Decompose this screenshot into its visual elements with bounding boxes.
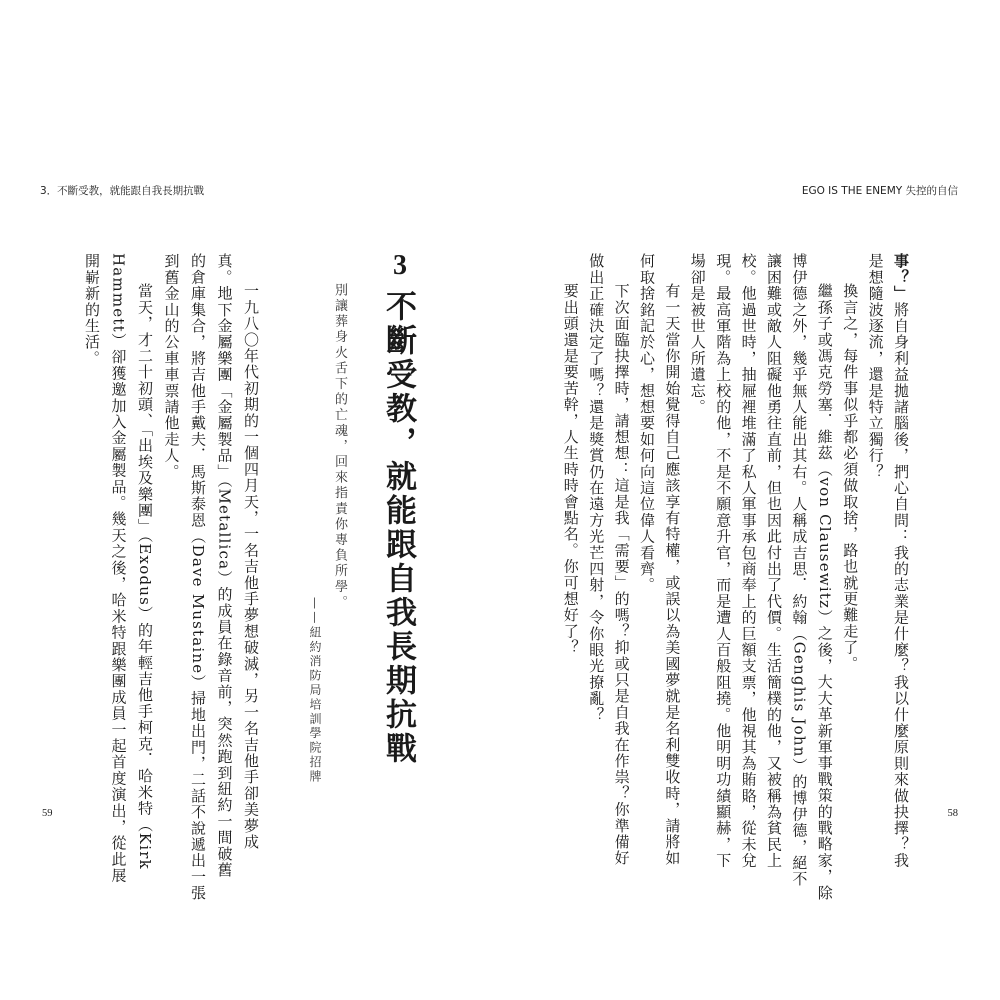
body-line: 校。他過世時，抽屜裡堆滿了私人軍事承包商奉上的巨額支票，他視其為賄賂，從未兌 [739,253,758,869]
body-line [893,253,908,869]
body-line: 讓困難或敵人阻礙他勇往直前，但也因此付出了代價。生活簡樸的他，又被稱為貧民上 [765,253,783,869]
chapter-epigraph: 別讓葬身火舌下的亡魂，回來指責你專負所學。 [332,283,347,611]
right-running-head: EGO IS THE ENEMY 失控的自信 [801,185,958,197]
body-line: 開嶄新的生活。 [83,253,101,367]
body-line: 場卻是被世人所遺忘。 [688,253,707,415]
left-running-head: 3．不斷受教，就能跟自我長期抗戰 [40,185,205,197]
body-line: 換言之，每件事似乎都必須做取捨，路也就更難走了。 [841,283,860,672]
body-line-text: 將自身利益拋諸腦後，捫心自問：我的志業是什麼？我以什麼原則來做抉擇？我 [892,301,910,869]
body-line: 當天，才二十初頭、「出埃及樂團」（Exodus）的年輕吉他手柯克．哈米特（Kirk [136,283,154,870]
body-line: 做出正確決定了嗎？還是獎賞仍在遠方光芒四射，令你眼光撩亂？ [587,253,606,723]
body-line: 到舊金山的公車車票請他走人。 [162,253,181,480]
body-line: 的倉庫集合，將吉他手戴夫．馬斯泰恩（Dave Mustaine）掃地出門，二話不說遞出一張 [189,253,207,902]
chapter-title: 不斷受教，就能跟自我長期抗戰 [380,290,416,766]
body-line: 有一天當你開始覺得自己應該享有特權，或誤以為美國夢就是名利雙收時，請將如 [663,283,682,867]
body-line: Hammett）卻獲邀加入金屬製品。幾天之後，哈米特跟樂團成員一起首度演出，從此展 [109,253,128,884]
body-line: 一九八〇年代初期的一個四月天，一名吉他手夢想破滅，另一名吉他手卻美夢成 [242,283,260,850]
body-line: 繼孫子或馮克勞塞．維茲（von Clausewitz）之後，大大革新軍事戰策的戰略家，除 [815,283,834,901]
right-folio: 58 [947,808,958,819]
body-line: 現。最高軍階為上校的他，不是不願意升官，而是遭人百般阻撓。他明明功績顯赫，下 [714,253,733,869]
epigraph-attribution: ——紐約消防局培訓學院招牌 [308,597,322,785]
body-line: 真。地下金屬樂團「金屬製品」（Metallica）的成員在錄音前，突然跑到紐約一間破舊 [215,253,234,879]
chapter-number: 3 [393,250,407,281]
body-line: 要出頭還是要苦幹，人生時時會點名。你可想好了？ [561,283,580,656]
bold-lead-text: 事？」 [892,253,910,302]
body-line: 博伊德之外，幾乎無人能出其右。人稱成吉思．約翰（Genghis John）的博伊德，絕不 [790,253,809,888]
body-line: 何取捨銘記於心，想想要如何向這位偉人看齊。 [638,253,656,594]
left-folio: 59 [42,808,53,819]
body-line: 是想隨波逐流，還是特立獨行？ [866,253,885,480]
body-line: 下次面臨抉擇時，請想想：這是我「需要」的嗎？抑或只是自我在作祟？你準備好 [612,283,631,867]
